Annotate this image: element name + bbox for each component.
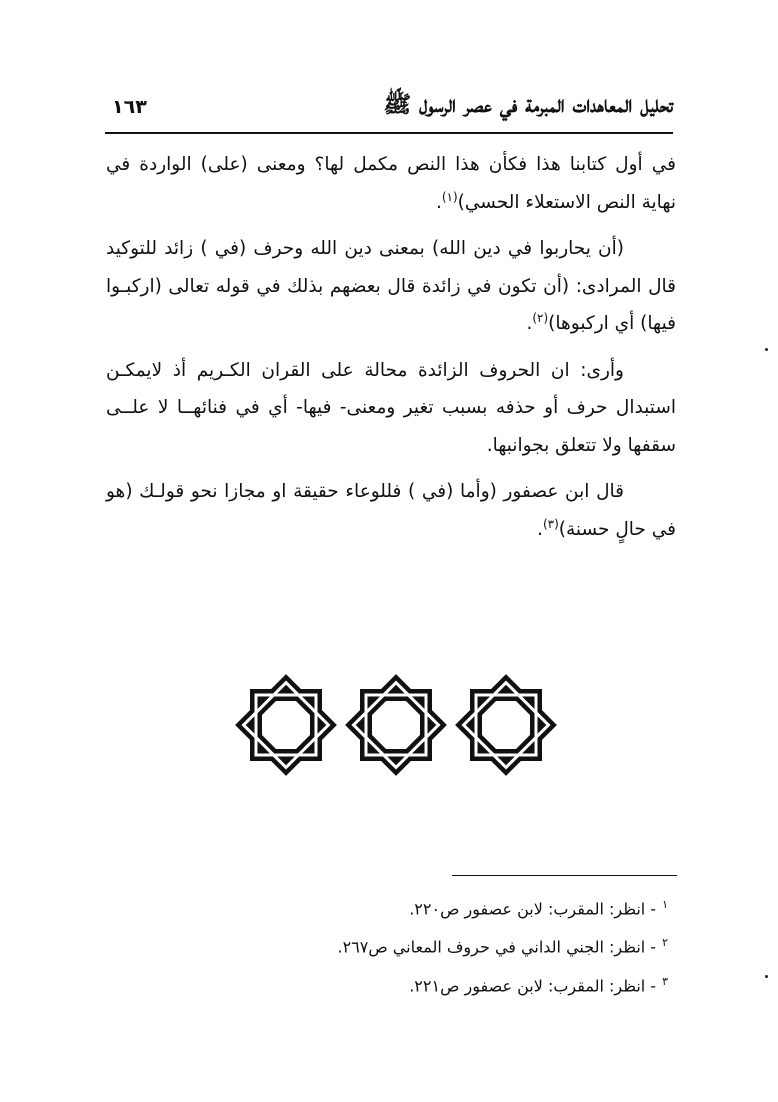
paragraph-end: .	[526, 313, 533, 334]
star-motif	[464, 683, 549, 768]
paragraph-end: .	[435, 191, 442, 213]
footnote-ref: (٢)	[532, 310, 549, 325]
star-motif	[244, 683, 329, 768]
header-rule	[105, 132, 673, 134]
footnote-separator	[452, 875, 677, 876]
paragraph-text: قال ابن عصفور (وأما (في ) فللوعاء حقيقة او مجازا نحو قولـك (هو في حالٍ حسنة)	[106, 481, 676, 540]
running-title: تحليل المعاهدات المبرمة في عصر الرسول ﷺ	[383, 91, 673, 118]
footnote-text: - انظر: الجني الداني في حروف المعاني ص٢٦٧.	[337, 937, 657, 957]
footnote-number: ٣	[662, 974, 668, 988]
paragraph-text: في أول كتابنا هذا فكأن هذا النص مكمل لها؟ ومعنى (على) الواردة في نهاية النص الاستعلاء الحسي)	[106, 154, 676, 213]
scan-speck	[765, 348, 768, 351]
footnote-text: - انظر: المقرب: لابن عصفور ص٢٢١.	[409, 975, 657, 995]
main-text	[106, 146, 676, 557]
star-motif	[354, 683, 439, 768]
footnote-ref: (١)	[441, 189, 458, 204]
paragraph-2	[106, 230, 676, 343]
footnote-2	[168, 926, 668, 964]
scan-speck	[765, 975, 768, 978]
page-number: ١٦٣	[112, 96, 147, 118]
footnote-number: ١	[662, 898, 668, 911]
paragraph-4	[106, 473, 676, 548]
footnote-1	[168, 888, 668, 926]
footnotes	[168, 888, 668, 1003]
paragraph-end: .	[537, 518, 543, 540]
paragraph-1	[106, 146, 676, 221]
interlaced-star-ornament	[230, 670, 562, 780]
paragraph-text: (أن يحاربوا في دين الله) بمعنى دين الله وحرف (في ) زائد للتوكيد قال المرادى: (أن تكون في زائدة قال بعضهم بذلك في قوله تعالى (اركبـوا فيها) أي اركبوها)	[106, 238, 676, 334]
footnote-3	[168, 965, 668, 1003]
running-header	[108, 90, 673, 126]
footnote-number: ٢	[662, 936, 668, 950]
footnote-ref: (٣)	[542, 516, 559, 531]
footnote-text: - انظر: المقرب: لابن عصفور ص٢٢٠.	[409, 899, 657, 919]
paragraph-text: وأرى: ان الحروف الزائدة محالة على القران الكـريم أذ لايمكـن استبدال حرف أو حذفه بسبب تغير ومعنى- فيها- أي في فنائهــا لا علــى سقفها ولا تتعلق بجوانبها.	[106, 359, 676, 456]
paragraph-3	[106, 352, 676, 465]
